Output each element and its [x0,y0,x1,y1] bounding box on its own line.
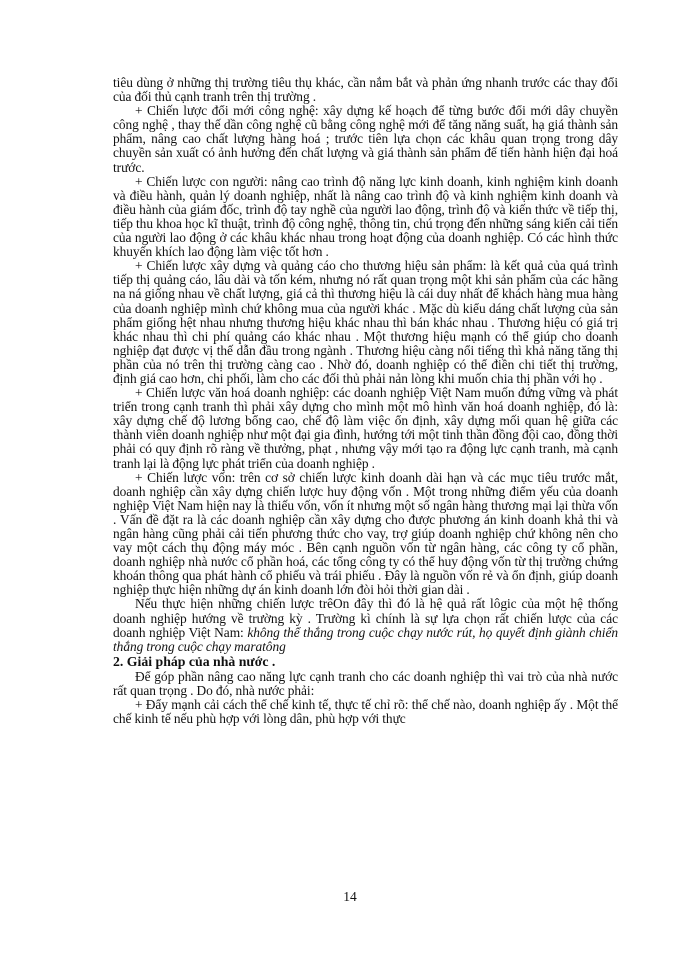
paragraph-capital-strategy: + Chiến lược vốn: trên cơ sở chiến lược kinh doanh dài hạn và các mục tiêu trước mắt, doanh nghiệp cần xây dựng chiến lược huy động vốn . Một trong những điểm yếu của doanh nghiệp Việt Nam hiện nay là thiếu vốn, vốn ít nhưng một số ngân hàng thương mại lại thừa vốn . Vấn đề đặt ra là các doanh nghiệp cần xây dựng cho được phương án kinh doanh khả thi và ngân hàng cũng phải cải tiến phương thức cho vay, trợ giúp doanh nghiệp chứ không nên cho vay một cách thụ động máy móc . Bên cạnh nguồn vốn từ ngân hàng, các công ty cổ phần, doanh nghiệp nhà nước cổ phần hoá, các tổng công ty có thể huy động vốn từ thị trường chứng khoán thông qua phát hành cổ phiếu và trái phiếu . Đây là nguồn vốn rẻ và ổn định, giúp doanh nghiệp thực hiện những dự án kinh doanh lớn đòi hỏi thời gian dài . [113,469,618,598]
paragraph-culture-strategy: + Chiến lược văn hoá doanh nghiệp: các doanh nghiệp Việt Nam muốn đứng vững và phát triển trong cạnh tranh thì phải xây dựng cho mình một mô hình văn hoá doanh nghiệp, đó là: xây dựng chế độ lương bổng cao, chế độ làm việc ổn định, xây dựng mối quan hệ giữa các thành viên doanh nghiệp như một đại gia đình, hướng tới một tinh thần đồng đội cao, đồng thời phải có quy định rõ ràng về thưởng, phạt , nhưng vậy mới tạo ra động lực cạnh tranh, mà cạnh tranh lại là động lực phát triển của doanh nghiệp . [113,385,618,471]
conclusion-text: Nếu thực hiện những chiến lược trêOn đây thì đó là hệ quả rất lôgic của một hệ thống doanh nghiệp hướng về trường kỳ . Trường kì chính là sự lựa chọn rất chiến lược của các doanh nghiệp Việt Nam: [113,596,618,640]
page-number: 14 [343,889,357,904]
section-heading: 2. Giải pháp của nhà nước . [113,653,276,669]
conclusion-italic-text: không thể thắng trong cuộc chạy nước rút, họ quyết định giành chiến thắng trong cuộc chạy maratông [113,624,619,654]
paragraph-long-term-conclusion [113,597,618,653]
paragraph-market-response: tiêu dùng ở những thị trường tiêu thụ khác, cần nắm bắt và phản ứng nhanh trước các thay đổi của đối thủ cạnh tranh trên thị trường . [113,75,618,105]
paragraph-technology-strategy: + Chiến lược đổi mới công nghệ: xây dựng kế hoạch để từng bước đổi mới dây chuyền công nghệ , thay thế dần công nghệ cũ bằng công nghệ mới để tăng năng suất, hạ giá thành sản phẩm, nâng cao chất lượng hàng hoá ; trước tiên lựa chọn các khâu quan trọng trong dây chuyền sản xuất có ảnh hưởng đến chất lượng và giá thành sản phẩm để tiến hành hiện đại hoá trước. [113,103,618,175]
paragraph-state-role: Để góp phần nâng cao năng lực cạnh tranh cho các doanh nghiệp thì vai trò của nhà nước rất quan trọng . Do đó, nhà nước phải: [113,668,618,698]
paragraph-people-strategy: + Chiến lược con người: nâng cao trình độ năng lực kinh doanh, kinh nghiệm kinh doanh và điều hành, quản lý doanh nghiệp, nhất là nâng cao trình độ và kinh nghiệm kinh doanh và điều hành của giám đốc, trình độ tay nghề của người lao động, trình độ và kiến thức về tiếp thị, tiếp thu khoa học kĩ thuật, trình độ công nghệ, thông tin, chú trọng đến những sáng kiến cải tiến của người lao động ở các khâu khác nhau trong hoạt động của doanh nghiệp. Có các hình thức khuyến khích lao động làm việc tốt hơn . [113,173,618,260]
document-body [113,76,618,726]
paragraph-institutional-reform: + Đẩy mạnh cải cách thể chế kinh tế, thực tế chỉ rõ: thể chế nào, doanh nghiệp ấy . Một thể chế kinh tế nếu phù hợp với lòng dân, phù hợp với thực [113,697,618,727]
paragraph-brand-strategy: + Chiến lược xây dựng và quảng cáo cho thương hiệu sản phẩm: là kết quả của quá trình tiếp thị quảng cáo, lâu dài và tốn kém, nhưng nó rất quan trọng một khi sản phẩm của các hãng na ná giống nhau về chất lượng, giá cả thì thương hiệu là cái duy nhất để khách hàng mua hàng của doanh nghiệp mình chứ không mua của người khác . Mặc dù kiểu dáng chất lượng của sản phẩm giống hệt nhau nhưng thương hiệu khác nhau thì bán khác nhau . Thương hiệu có giá trị khác nhau thì chi phí quảng cáo khác nhau . Một thương hiệu mạnh có thể giúp cho doanh nghiệp đạt được vị thế dẫn đầu trong ngành . Thương hiệu càng nổi tiếng thì khả năng tăng thị phần của nó trên thị trường càng cao . Nhờ đó, doanh nghiệp có thể điền chi tiết thị trường, định giá cao hơn, chi phối, làm cho các đối thủ phải nản lòng khi muốn chia thị phần với họ . [113,258,618,386]
